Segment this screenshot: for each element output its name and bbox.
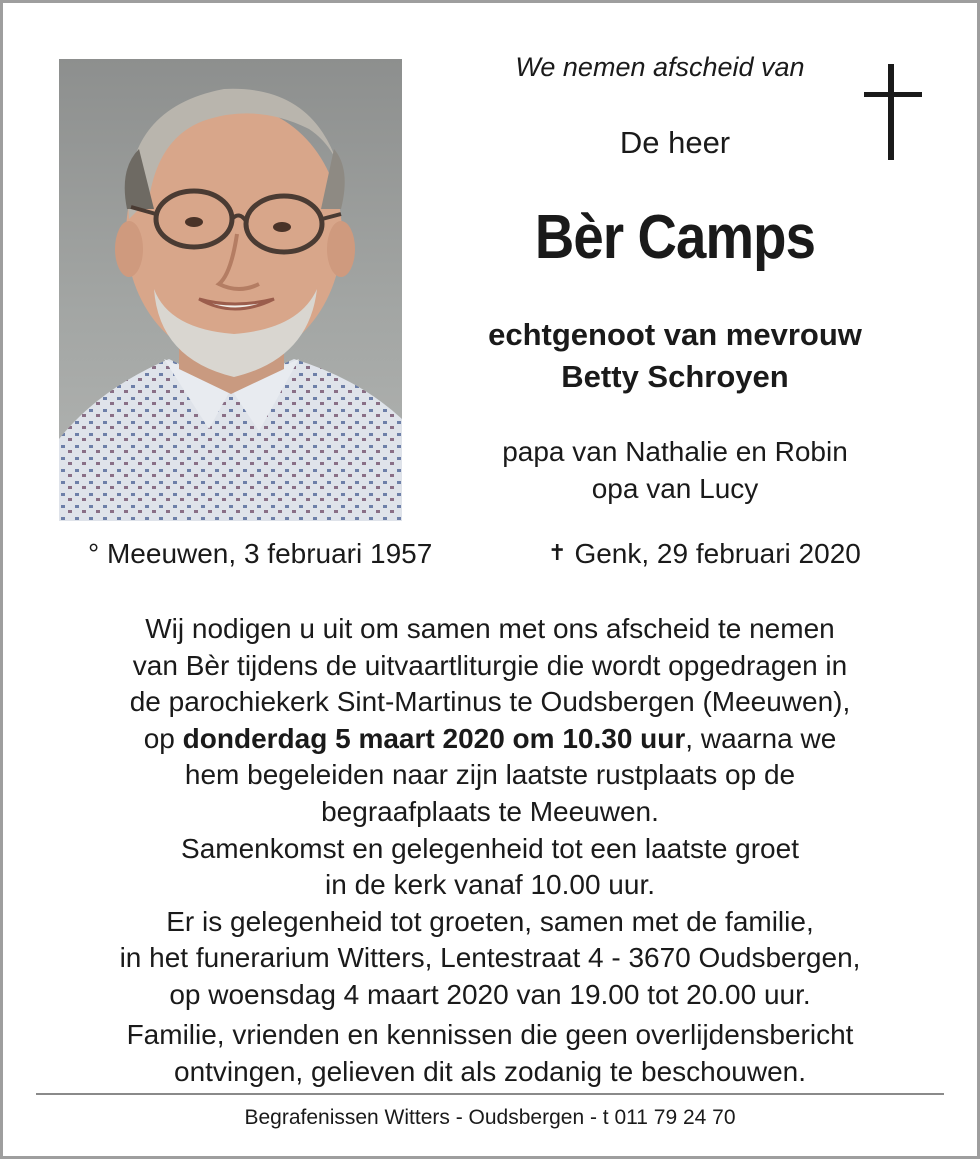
body-line: in de kerk vanaf 10.00 uur. [325, 869, 655, 901]
body-line: van Bèr tijdens de uitvaartliturgie die wordt opgedragen in [132, 649, 848, 681]
body-line [40, 721, 940, 758]
spouse-line-2: Betty Schroyen [561, 359, 789, 394]
body-line: op woensdag 4 maart 2020 van 19.00 tot 20.00 uur. [169, 978, 811, 1010]
portrait-illustration [59, 59, 402, 521]
portrait-photo [59, 59, 402, 521]
spouse-info [430, 314, 920, 398]
deceased-name: Bèr Camps [534, 203, 816, 272]
body-line: Er is gelegenheid tot groeten, samen met de familie, [166, 905, 814, 937]
body-line: hem begeleiden naar zijn laatste rustplaats op de [184, 759, 796, 791]
undertaker-footer: Begrafenissen Witters - Oudsbergen - t 011 79 24 70 [244, 1106, 736, 1129]
birth-date: ° Meeuwen, 3 februari 1957 [88, 538, 433, 569]
closing-line: ontvingen, gelieven dit als zodanig te beschouwen. [174, 1056, 806, 1087]
footer-divider [36, 1093, 944, 1095]
spouse-line-1: echtgenoot van mevrouw [488, 317, 862, 352]
intro-text: We nemen afscheid van [515, 52, 805, 82]
body-line: in het funerarium Witters, Lentestraat 4 - 3670 Oudsbergen, [119, 942, 861, 974]
children-line: papa van Nathalie en Robin [502, 436, 848, 467]
death-date [548, 538, 861, 570]
body-line-prefix: op [143, 722, 183, 754]
body-line-suffix: , waarna we [685, 722, 837, 754]
dagger-icon: ✝ [548, 540, 567, 565]
grandchildren-line: opa van Lucy [591, 473, 759, 504]
body-line: begraafplaats te Meeuwen. [321, 795, 659, 827]
honorific: De heer [619, 125, 731, 160]
funeral-datetime: donderdag 5 maart 2020 om 10.30 uur [182, 722, 686, 754]
closing-note [40, 1016, 940, 1090]
body-line: Wij nodigen u uit om samen met ons afscheid te nemen [145, 613, 835, 644]
body-line: Samenkomst en gelegenheid tot een laatste groet [181, 832, 799, 864]
closing-line: Familie, vrienden en kennissen die geen overlijdensbericht [126, 1019, 854, 1050]
family-info [430, 433, 920, 507]
death-date-text: Genk, 29 februari 2020 [574, 538, 861, 569]
funeral-details [40, 611, 940, 1014]
body-line: de parochiekerk Sint-Martinus te Oudsbergen (Meeuwen), [129, 686, 851, 718]
